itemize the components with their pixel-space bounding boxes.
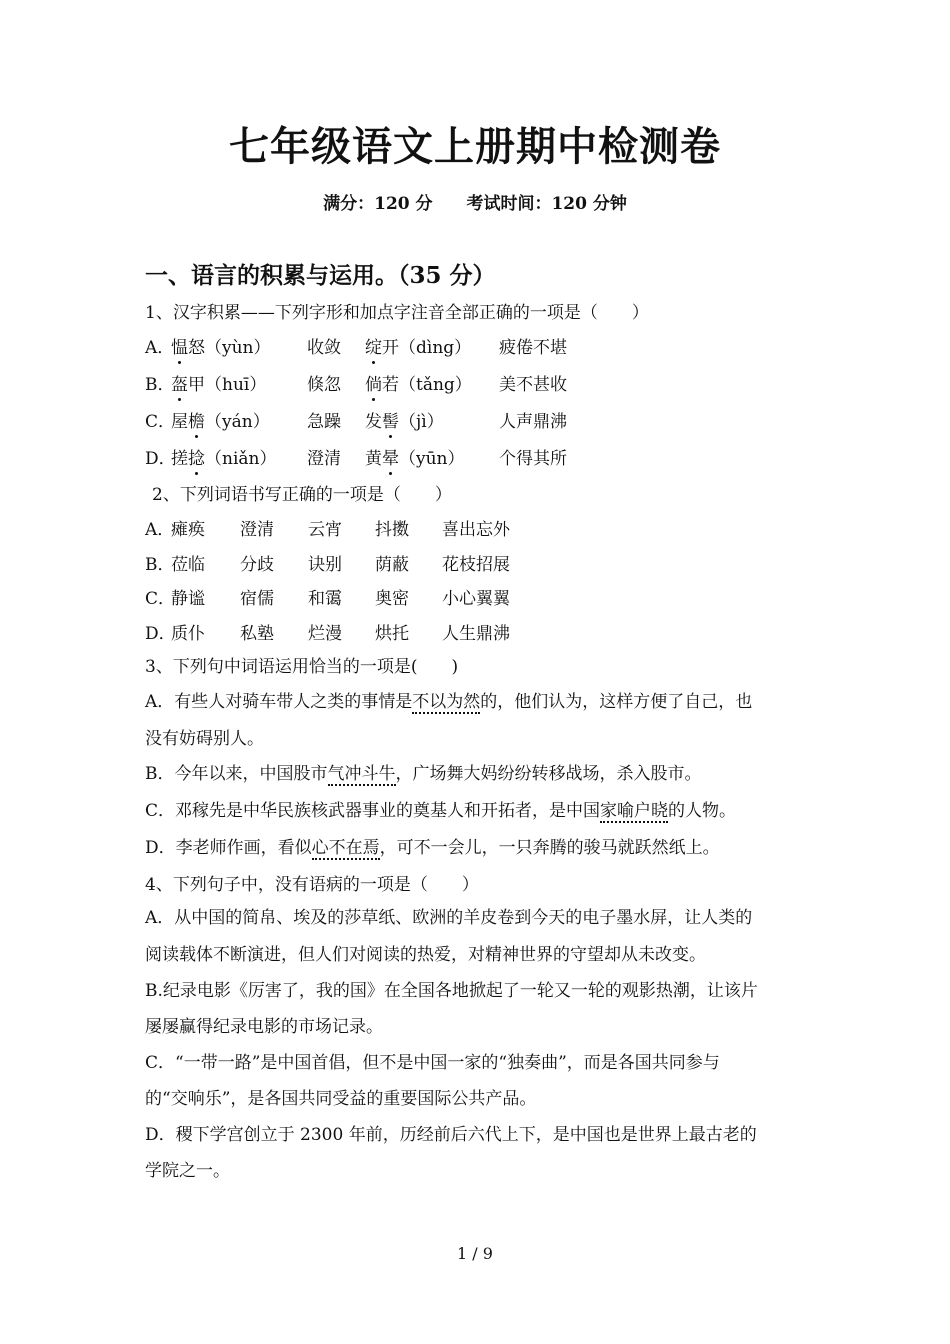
q3-option-c: C．邓稼先是中华民族核武器事业的奠基人和开拓者，是中国家喻户晓的人物。 [145, 801, 737, 821]
page-title: 七年级语文上册期中检测卷 [229, 123, 721, 170]
q4-option-a-cont: 阅读载体不断演进，但人们对阅读的热爱，对精神世界的守望却从未改变。 [145, 945, 706, 965]
q4-option-b-cont: 屡屡赢得纪录电影的市场记录。 [145, 1017, 383, 1037]
q3-option-b: B．今年以来，中国股市气冲斗牛，广场舞大妈纷纷转移战场，杀入股市。 [145, 764, 702, 784]
q4-option-c: C．“一带一路”是中国首倡，但不是中国一家的“独奏曲”，而是各国共同参与 [145, 1053, 720, 1073]
question-3-stem: 3、下列句中词语运用恰当的一项是( ) [145, 657, 459, 677]
dotted-phrase: 气冲斗牛 [327, 764, 396, 784]
q4-option-a: A．从中国的简帛、埃及的莎草纸、欧洲的羊皮卷到今天的电子墨水屏，让人类的 [145, 908, 753, 928]
q4-option-b: B.纪录电影《厉害了，我的国》在全国各地掀起了一轮又一轮的观影热潮，让该片 [145, 981, 758, 1001]
dotted-phrase: 不以为然 [412, 692, 481, 712]
question-1-stem: 1、汉字积累——下列字形和加点字注音全部正确的一项是（ ） [145, 303, 649, 323]
dotted-phrase: 心不在焉 [311, 838, 380, 858]
exam-time: 考试时间：120 分钟 [466, 194, 627, 214]
q4-option-d-cont: 学院之一。 [145, 1161, 230, 1181]
section-heading: 一、语言的积累与运用。（35 分） [145, 262, 496, 289]
q4-option-c-cont: 的“交响乐”，是各国共同受益的重要国际公共产品。 [145, 1089, 537, 1109]
exam-info [0, 193, 950, 215]
q3-option-a: A．有些人对骑车带人之类的事情是不以为然的，他们认为，这样方便了自己，也 [145, 692, 753, 712]
question-2-stem: 2、下列词语书写正确的一项是（ ） [152, 485, 452, 505]
dotted-phrase: 家喻户晓 [600, 801, 669, 821]
page-number: 1 / 9 [457, 1244, 493, 1263]
q4-option-d: D．稷下学宫创立于 2300 年前，历经前后六代上下，是中国也是世界上最古老的 [145, 1125, 757, 1145]
question-4-stem: 4、下列句子中，没有语病的一项是（ ） [145, 875, 479, 895]
q3-option-a-cont: 没有妨碍别人。 [145, 729, 264, 749]
q3-option-d: D．李老师作画，看似心不在焉，可不一会儿，一只奔腾的骏马就跃然纸上。 [145, 838, 720, 858]
full-score: 满分：120 分 [323, 194, 433, 214]
